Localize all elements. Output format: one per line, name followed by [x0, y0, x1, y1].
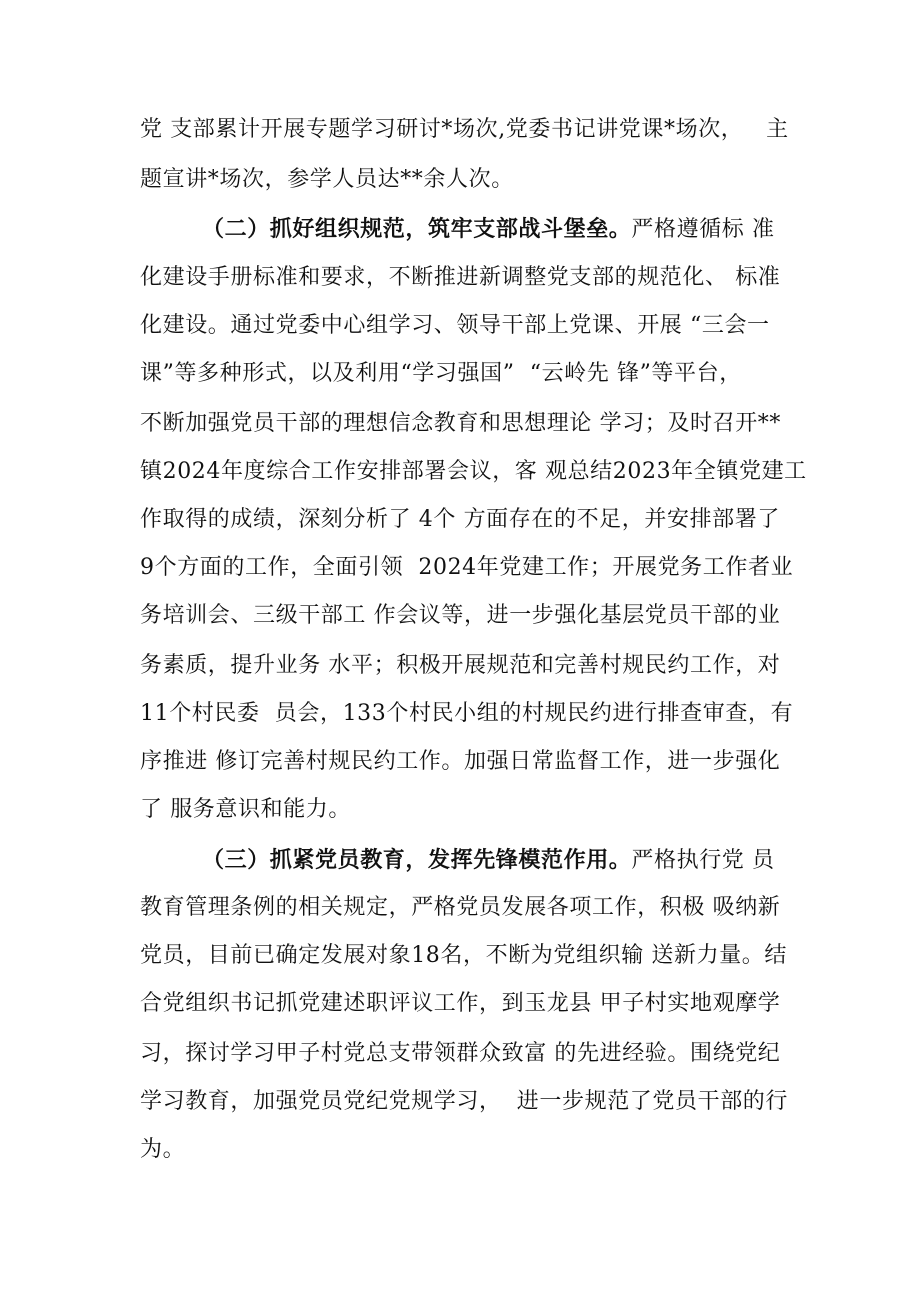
text-line: 为。	[140, 1137, 186, 1162]
text-line: 不断加强党员干部的理想信念教育和思想理论 学习；及时召开**	[140, 411, 781, 436]
text-line: 习，探讨学习甲子村党总支带领群众致富 的先进经验。围绕党纪	[140, 1041, 781, 1066]
text-line: 化建设。通过党委中心组学习、领导干部上党课、开展 “三会一	[140, 313, 770, 338]
text-line: 11个村民委 员会，133个村民小组的村规民约进行排查审查，有	[140, 701, 794, 726]
text-line: 学习教育，加强党员党纪党规学习， 进一步规范了党员干部的行	[140, 1089, 788, 1114]
text-line: 教育管理条例的相关规定，严格党员发展各项工作，积极 吸纳新	[140, 895, 781, 920]
text-line: 镇2024年度综合工作安排部署会议，客 观总结2023年全镇党建工	[140, 459, 807, 484]
section-heading: （二）抓好组织规范，筑牢支部战斗堡垒。	[202, 216, 632, 242]
text-line: 务素质，提升业务 水平；积极开展规范和完善村规民约工作，对	[140, 653, 781, 678]
text-line: 题宣讲*场次，参学人员达**余人次。	[140, 167, 514, 192]
text-line: 党 支部累计开展专题学习研讨*场次,党委书记讲党课*场次， 主	[140, 117, 789, 142]
text-line: 作取得的成绩，深刻分析了 4个 方面存在的不足，并安排部署了	[140, 507, 780, 532]
section-heading: （三）抓紧党员教育，发挥先锋模范作用。	[202, 847, 632, 873]
section-heading-line: （二）抓好组织规范，筑牢支部战斗堡垒。严格遵循标 准	[202, 216, 775, 242]
text-line: 9个方面的工作，全面引领 2024年党建工作；开展党务工作者业	[140, 555, 794, 580]
text-line: 化建设手册标准和要求，不断推进新调整党支部的规范化、 标准	[140, 265, 781, 290]
text-line: 课”等多种形式，以及利用“学习强国” “云岭先 锋”等平台，	[140, 361, 742, 386]
text-line: 务培训会、三级干部工 作会议等，进一步强化基层党员干部的业	[140, 603, 781, 628]
text-line: 合党组织书记抓党建述职评议工作，到玉龙县 甲子村实地观摩学	[140, 991, 781, 1016]
text-line: 党员，目前已确定发展对象18名，不断为党组织输 送新力量。结	[140, 943, 787, 968]
section-heading-line: （三）抓紧党员教育，发挥先锋模范作用。严格执行党 员	[202, 847, 775, 873]
text-line: 序推进 修订完善村规民约工作。加强日常监督工作，进一步强化	[140, 749, 781, 774]
text-line: 了 服务意识和能力。	[140, 797, 351, 822]
